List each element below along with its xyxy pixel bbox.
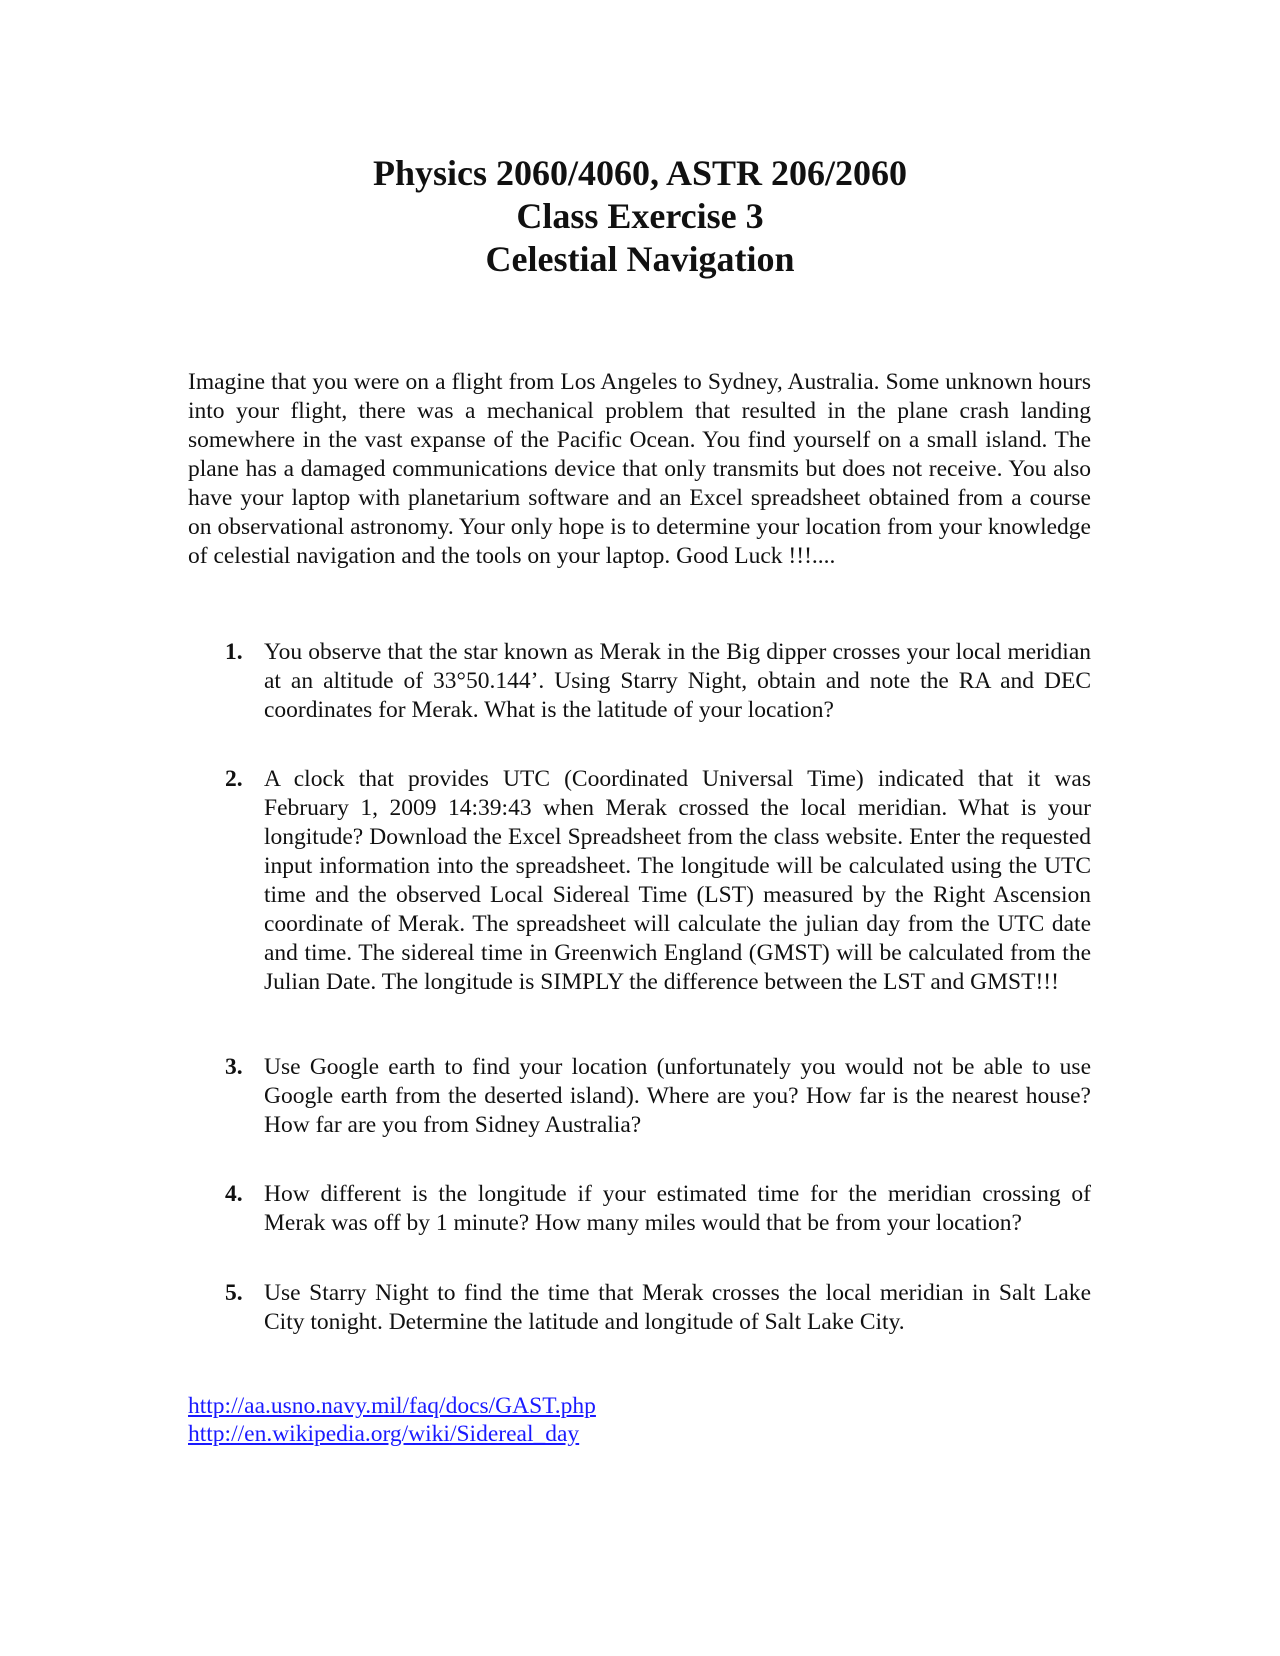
- link-sidereal-day[interactable]: http://en.wikipedia.org/wiki/Sidereal_day: [188, 1421, 580, 1447]
- question-5: [225, 1279, 1091, 1337]
- topic-title: Celestial Navigation: [485, 239, 795, 279]
- course-title: Physics 2060/4060, ASTR 206/2060: [372, 153, 908, 193]
- reference-links: [188, 1392, 596, 1448]
- question-number: 3.: [225, 1054, 243, 1080]
- question-3: [225, 1053, 1091, 1140]
- question-number: 5.: [225, 1280, 243, 1306]
- question-text: How different is the longitude if your estimated time for the meridian crossing of Merak was off by 1 minute? How many miles would that be from your location?: [264, 1181, 1091, 1236]
- question-number: 4.: [225, 1181, 243, 1207]
- link-gast[interactable]: http://aa.usno.navy.mil/faq/docs/GAST.php: [188, 1393, 596, 1419]
- title-block: [0, 152, 1280, 281]
- exercise-title: Class Exercise 3: [516, 196, 764, 236]
- question-2: [225, 765, 1091, 997]
- question-text: A clock that provides UTC (Coordinated Universal Time) indicated that it was February 1, 2009 14:39:43 when Merak crossed the local meridian. What is your longitude? Download the Excel Spreadsheet from the class website. Enter the requested input information into the spreadsheet. The longitude will be calculated using the UTC time and the observed Local Sidereal Time (LST) measured by the Right Ascension coordinate of Merak. The spreadsheet will calculate the julian day from the UTC date and time. The sidereal time in Greenwich England (GMST) will be calculated from the Julian Date. The longitude is SIMPLY the difference between the LST and GMST!!!: [264, 766, 1091, 995]
- question-4: [225, 1180, 1091, 1238]
- question-text: You observe that the star known as Merak in the Big dipper crosses your local meridian at an altitude of 33°50.144’. Using Starry Night, obtain and note the RA and DEC coordinates for Merak. What is the latitude of your location?: [264, 639, 1091, 723]
- question-1: [225, 638, 1091, 725]
- question-text: Use Starry Night to find the time that Merak crosses the local meridian in Salt Lake City tonight. Determine the latitude and longitude of Salt Lake City.: [264, 1280, 1091, 1335]
- question-text: Use Google earth to find your location (unfortunately you would not be able to use Google earth from the deserted island). Where are you? How far is the nearest house? How far are you from Sidney Australia?: [264, 1054, 1091, 1138]
- question-number: 2.: [225, 766, 243, 792]
- intro-paragraph: Imagine that you were on a flight from Los Angeles to Sydney, Australia. Some unknown hours into your flight, there was a mechanical problem that resulted in the plane crash landing somewhere in the vast expanse of the Pacific Ocean. You find yourself on a small island. The plane has a damaged communications device that only transmits but does not receive. You also have your laptop with planetarium software and an Excel spreadsheet obtained from a course on observational astronomy. Your only hope is to determine your location from your knowledge of celestial navigation and the tools on your laptop. Good Luck !!!....: [188, 369, 1091, 569]
- question-number: 1.: [225, 639, 243, 665]
